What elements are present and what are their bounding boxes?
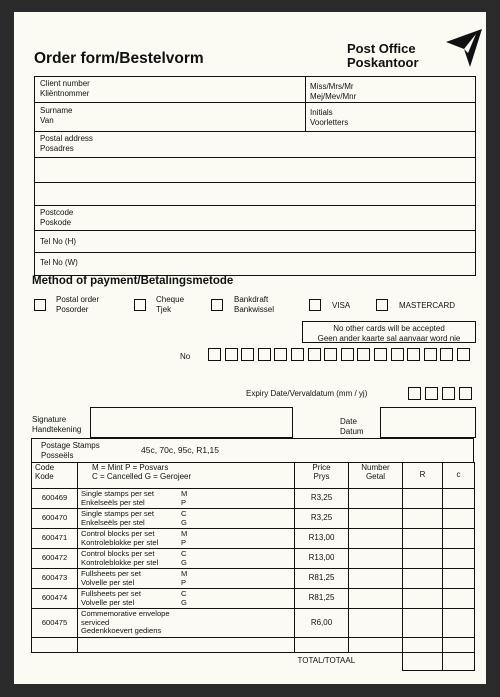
condition-code: C bbox=[181, 589, 187, 598]
card-number-digit-box[interactable] bbox=[274, 348, 287, 361]
bankdraft-checkbox[interactable] bbox=[211, 299, 223, 311]
quantity-cell[interactable] bbox=[349, 489, 403, 509]
cents-cell[interactable] bbox=[443, 489, 475, 509]
cheque-checkbox[interactable] bbox=[134, 299, 146, 311]
card-notice: No other cards will be accepted Geen ander kaarte sal aanvaar word nie bbox=[317, 324, 461, 343]
card-number-digit-box[interactable] bbox=[225, 348, 238, 361]
item-price: R3,25 bbox=[295, 489, 349, 509]
legend-header: M = Mint P = Posvars C = Cancelled G = Gerojeer bbox=[78, 463, 295, 489]
cents-cell[interactable] bbox=[443, 589, 475, 609]
salutation-field[interactable]: Miss/Mrs/Mr Mej/Mev/Mnr bbox=[310, 82, 357, 101]
quantity-cell[interactable] bbox=[349, 609, 403, 638]
visa-label: VISA bbox=[332, 301, 351, 310]
price-header: Price Prys bbox=[295, 463, 349, 489]
item-description: Control blocks per set M Kontroleblokke per stel P bbox=[78, 529, 295, 549]
condition-code: G bbox=[181, 597, 187, 607]
cheque-label: Cheque Tjek bbox=[156, 295, 185, 314]
item-description: Fullsheets per set C Volvelle per stel G bbox=[78, 589, 295, 609]
condition-code: C bbox=[181, 549, 187, 558]
expiry-digit-box[interactable] bbox=[459, 387, 472, 400]
order-form-sheet bbox=[14, 12, 486, 684]
rand-cell[interactable] bbox=[403, 589, 443, 609]
condition-code: G bbox=[181, 517, 187, 527]
quantity-cell[interactable] bbox=[349, 589, 403, 609]
cents-header: c bbox=[443, 463, 475, 489]
item-price: R13,00 bbox=[295, 529, 349, 549]
postcode-field[interactable]: Postcode Poskode bbox=[40, 208, 74, 227]
card-number-digit-box[interactable] bbox=[440, 348, 453, 361]
post-office-brand bbox=[347, 42, 419, 70]
card-number-label: No bbox=[180, 352, 191, 361]
rand-cell[interactable] bbox=[403, 549, 443, 569]
item-price: R13,00 bbox=[295, 549, 349, 569]
expiry-digit-box[interactable] bbox=[408, 387, 421, 400]
signature-box[interactable] bbox=[90, 407, 293, 438]
table-row bbox=[32, 549, 475, 569]
item-description: Fullsheets per set M Volvelle per stel P bbox=[78, 569, 295, 589]
stamp-values: 45c, 70c, 95c, R1,15 bbox=[141, 445, 219, 455]
item-price: R6,00 bbox=[295, 609, 349, 638]
table-row bbox=[32, 569, 475, 589]
brand-line-2: Poskantoor bbox=[347, 55, 419, 70]
card-number-digit-box[interactable] bbox=[308, 348, 321, 361]
total-label: TOTAL/TOTAAL bbox=[295, 652, 403, 670]
postal-order-checkbox[interactable] bbox=[34, 299, 46, 311]
card-number-digit-box[interactable] bbox=[258, 348, 271, 361]
card-number-digit-box[interactable] bbox=[341, 348, 354, 361]
condition-code: C bbox=[181, 509, 187, 518]
date-box[interactable] bbox=[380, 407, 476, 438]
expiry-digit-box[interactable] bbox=[442, 387, 455, 400]
rand-cell[interactable] bbox=[403, 529, 443, 549]
surname-field[interactable]: Surname Van bbox=[40, 106, 73, 125]
condition-code: M bbox=[181, 569, 188, 578]
mastercard-label: MASTERCARD bbox=[399, 301, 456, 310]
condition-code: P bbox=[181, 577, 187, 587]
condition-code: M bbox=[181, 489, 188, 498]
rand-cell[interactable] bbox=[403, 569, 443, 589]
postal-address-field[interactable]: Postal address Posadres bbox=[40, 134, 93, 153]
divider bbox=[34, 131, 476, 132]
expiry-date-label: Expiry Date/Vervaldatum (mm / yj) bbox=[246, 389, 368, 398]
rand-cell[interactable] bbox=[403, 509, 443, 529]
divider bbox=[34, 205, 476, 206]
card-number-digit-box[interactable] bbox=[291, 348, 304, 361]
stamp-order-table bbox=[31, 462, 475, 671]
condition-code bbox=[181, 610, 191, 627]
tel-home-field[interactable]: Tel No (H) bbox=[40, 237, 77, 246]
cents-cell[interactable] bbox=[443, 549, 475, 569]
payment-heading: Method of payment/Betalingsmetode bbox=[32, 275, 234, 287]
card-number-digit-box[interactable] bbox=[241, 348, 254, 361]
cents-cell[interactable] bbox=[443, 529, 475, 549]
blank-row bbox=[32, 637, 475, 652]
tel-work-field[interactable]: Tel No (W) bbox=[40, 258, 78, 267]
item-price: R81,25 bbox=[295, 589, 349, 609]
client-number-field[interactable]: Client number Kliëntnommer bbox=[40, 79, 90, 98]
divider bbox=[305, 76, 306, 131]
expiry-digit-box[interactable] bbox=[425, 387, 438, 400]
table-row bbox=[32, 529, 475, 549]
condition-code bbox=[181, 627, 191, 636]
cents-cell[interactable] bbox=[443, 609, 475, 638]
postal-order-label: Postal order Posorder bbox=[56, 295, 100, 314]
quantity-cell[interactable] bbox=[349, 509, 403, 529]
total-row bbox=[32, 652, 475, 670]
card-number-digit-box[interactable] bbox=[424, 348, 437, 361]
rand-cell[interactable] bbox=[403, 609, 443, 638]
item-description: Single stamps per set M Enkelseëls per stel P bbox=[78, 489, 295, 509]
divider bbox=[34, 182, 476, 183]
number-header: Number Getal bbox=[349, 463, 403, 489]
quantity-cell[interactable] bbox=[349, 529, 403, 549]
code-header: Code Kode bbox=[32, 463, 78, 489]
condition-code: P bbox=[181, 537, 187, 547]
item-code: 600469 bbox=[32, 489, 78, 509]
item-description: Commemorative envelope serviced Gedenkkoevert gediens bbox=[78, 609, 295, 638]
card-number-digit-box[interactable] bbox=[457, 348, 470, 361]
initials-field[interactable]: Initials Voorletters bbox=[310, 108, 349, 127]
table-row bbox=[32, 609, 475, 638]
date-label: Date Datum bbox=[340, 417, 364, 436]
item-description: Single stamps per set C Enkelseëls per stel G bbox=[78, 509, 295, 529]
divider bbox=[34, 102, 476, 103]
quantity-cell[interactable] bbox=[349, 549, 403, 569]
bankdraft-label: Bankdraft Bankwissel bbox=[234, 295, 275, 314]
brand-line-1: Post Office bbox=[347, 41, 416, 56]
card-notice-box bbox=[302, 321, 476, 343]
signature-label: Signature Handtekening bbox=[32, 415, 82, 434]
item-price: R3,25 bbox=[295, 509, 349, 529]
item-code: 600474 bbox=[32, 589, 78, 609]
card-number-digit-box[interactable] bbox=[357, 348, 370, 361]
item-code: 600475 bbox=[32, 609, 78, 638]
table-row bbox=[32, 589, 475, 609]
table-row bbox=[32, 489, 475, 509]
condition-code: G bbox=[181, 557, 187, 567]
item-description: Control blocks per set C Kontroleblokke per stel G bbox=[78, 549, 295, 569]
condition-code: P bbox=[181, 497, 187, 507]
client-details-block bbox=[34, 76, 476, 276]
divider bbox=[34, 230, 476, 231]
divider bbox=[34, 157, 476, 158]
quantity-cell[interactable] bbox=[349, 569, 403, 589]
postage-stamps-label: Postage Stamps Posseëls bbox=[41, 441, 100, 460]
cents-cell[interactable] bbox=[443, 509, 475, 529]
item-code: 600470 bbox=[32, 509, 78, 529]
card-number-digit-box[interactable] bbox=[324, 348, 337, 361]
total-rand-cell[interactable] bbox=[403, 652, 443, 670]
visa-checkbox[interactable] bbox=[309, 299, 321, 311]
card-number-digit-box[interactable] bbox=[407, 348, 420, 361]
item-code: 600473 bbox=[32, 569, 78, 589]
item-code: 600471 bbox=[32, 529, 78, 549]
form-title: Order form/Bestelvorm bbox=[34, 50, 204, 67]
table-row bbox=[32, 509, 475, 529]
total-cents-cell[interactable] bbox=[443, 652, 475, 670]
item-code: 600472 bbox=[32, 549, 78, 569]
condition-code: M bbox=[181, 529, 188, 538]
cents-cell[interactable] bbox=[443, 569, 475, 589]
rand-cell[interactable] bbox=[403, 489, 443, 509]
card-number-digit-box[interactable] bbox=[391, 348, 404, 361]
post-office-envelope-logo-icon bbox=[446, 29, 482, 67]
divider bbox=[34, 252, 476, 253]
item-price: R81,25 bbox=[295, 569, 349, 589]
card-number-digit-box[interactable] bbox=[374, 348, 387, 361]
card-number-digit-box[interactable] bbox=[208, 348, 221, 361]
rand-header: R bbox=[403, 463, 443, 489]
mastercard-checkbox[interactable] bbox=[376, 299, 388, 311]
